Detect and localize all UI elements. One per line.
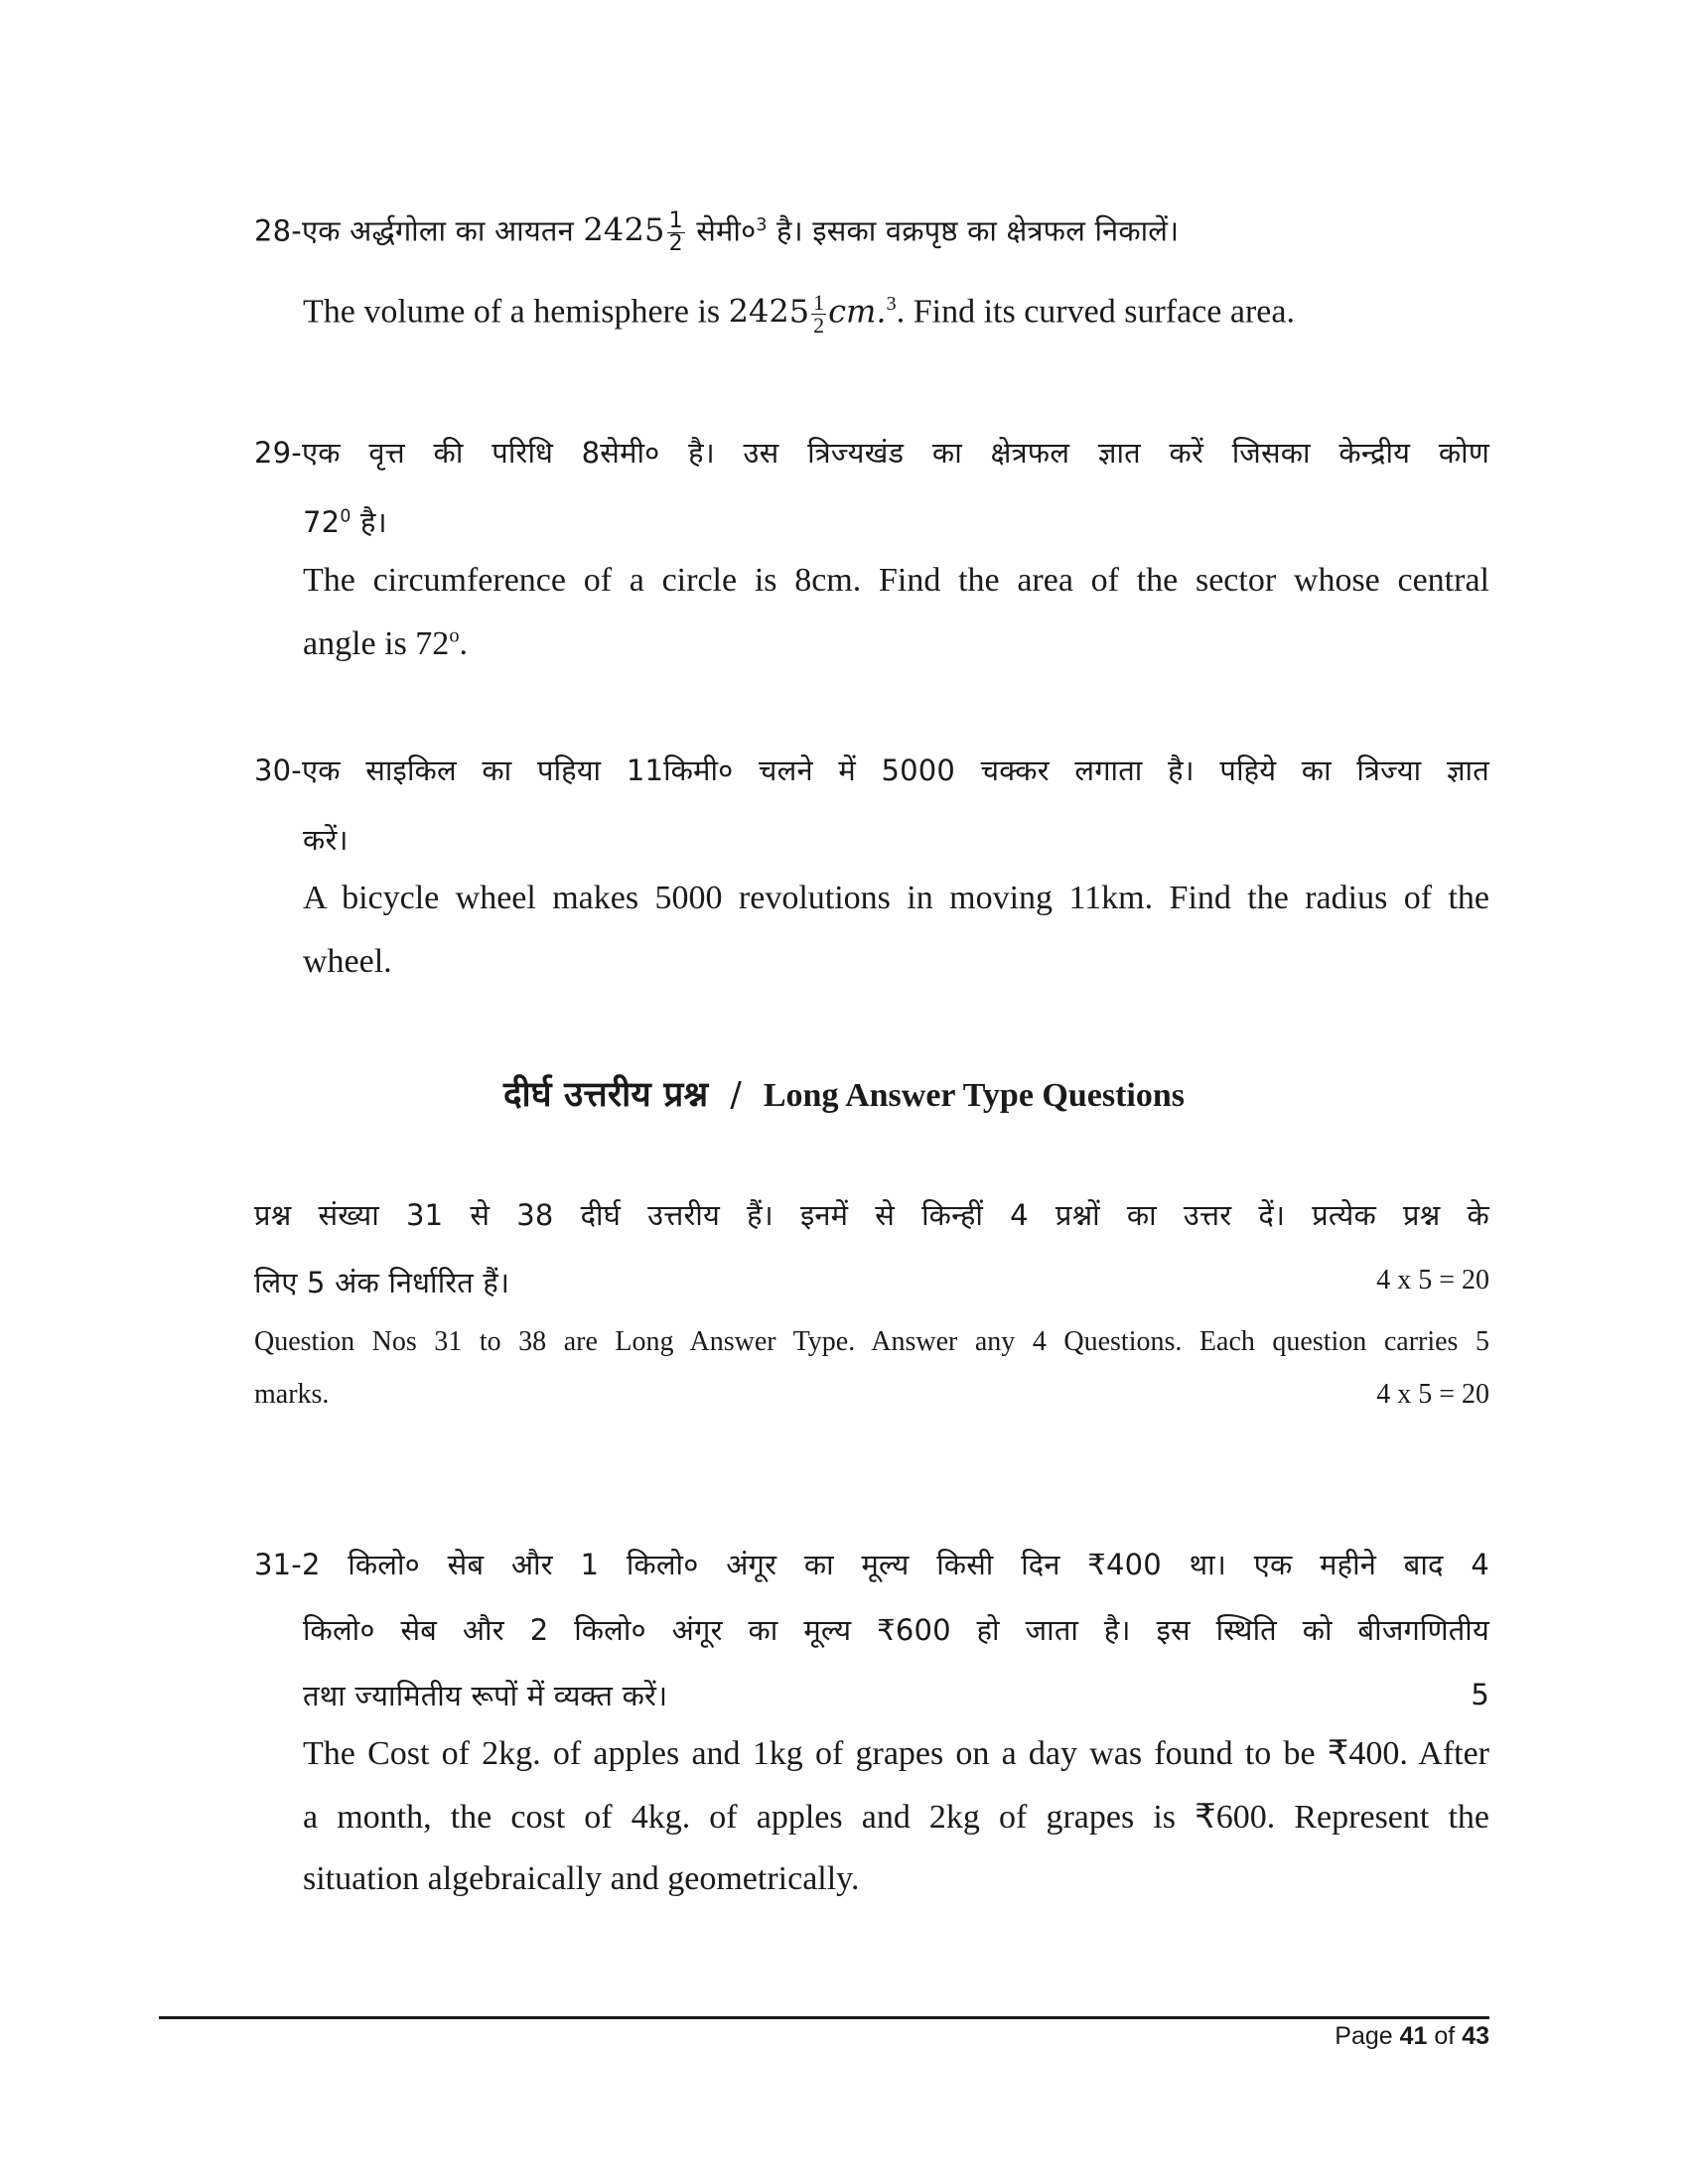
q28-hindi-unit: सेमी० xyxy=(686,213,757,248)
q31-english-line-3: situation algebraically and geometrically. xyxy=(303,1860,860,1897)
q29-hindi-angle: 72 xyxy=(303,505,341,539)
page-total: 43 xyxy=(1462,2022,1489,2050)
section-heading xyxy=(0,1070,1688,1117)
page-word: Page xyxy=(1335,2022,1393,2050)
instructions-hindi-line-2-row xyxy=(254,1263,1489,1301)
q28-english-unit: cm. xyxy=(828,292,887,331)
q29-english-line-2 xyxy=(303,625,468,663)
instructions-hindi-marks: 4 x 5 = 20 xyxy=(1376,1265,1489,1296)
q31-hindi-line-2: किलो० सेब और 2 किलो० अंगूर का मूल्य ₹600 हो जाता है। इस स्थिति को बीजगणितीय xyxy=(303,1613,1489,1647)
q29-english-line-1: The circumference of a circle is 8cm. Find the area of the sector whose central xyxy=(303,562,1489,599)
instructions-english-line-2-row xyxy=(254,1379,1489,1411)
section-heading-separator: / xyxy=(730,1075,742,1115)
q28-hindi-frac-den: 2 xyxy=(668,231,683,256)
q28-english-frac-den: 2 xyxy=(813,313,825,338)
q30-hindi-line-2: करें। xyxy=(303,823,349,857)
q30-english-line-1: A bicycle wheel makes 5000 revolutions in moving 11km. Find the radius of the xyxy=(303,880,1489,916)
section-heading-english: Long Answer Type Questions xyxy=(763,1077,1186,1114)
q31-marks: 5 xyxy=(1471,1678,1489,1711)
q29-hindi-line-2 xyxy=(303,502,387,541)
q31-hindi-line-3: तथा ज्यामितीय रूपों में व्यक्त करें। xyxy=(303,1679,668,1712)
q28-english-frac-num: 1 xyxy=(813,290,825,315)
q29-hindi-line-1: 29-एक वृत्त की परिधि 8सेमी० है। उस त्रिज्यखंड का क्षेत्रफल ज्ञात करें जिसका केन्द्रीय कोण xyxy=(254,436,1489,470)
q31-english-line-1: The Cost of 2kg. of apples and 1kg of grapes on a day was found to be ₹400. After xyxy=(303,1735,1489,1772)
q31-hindi-line-1: 31-2 किलो० सेब और 1 किलो० अंगूर का मूल्य किसी दिन ₹400 था। एक महीने बाद 4 xyxy=(254,1548,1489,1581)
q29-hindi-angle-sup: 0 xyxy=(340,506,352,527)
q30-hindi-line-1: 30-एक साइकिल का पहिया 11किमी० चलने में 5000 चक्कर लगाता है। पहिये का त्रिज्या ज्ञात xyxy=(254,753,1489,787)
page-number xyxy=(1335,2022,1489,2051)
q28-english-fraction xyxy=(811,292,826,337)
q28-hindi-fraction xyxy=(667,210,685,255)
instructions-english-marks: 4 x 5 = 20 xyxy=(1376,1379,1489,1410)
q29-hindi-suffix: है। xyxy=(351,505,387,539)
q29-english-degree: o xyxy=(449,624,460,647)
q31-english-line-2: a month, the cost of 4kg. of apples and 2kg of grapes is ₹600. Represent the xyxy=(303,1799,1489,1836)
q28-hindi-unit-sup: 3 xyxy=(756,214,768,235)
q28-english xyxy=(303,292,1295,337)
q28-hindi-suffix: है। इसका वक्रपृष्ठ का क्षेत्रफल निकालें। xyxy=(767,213,1180,248)
q28-english-prefix: The volume of a hemisphere is xyxy=(303,293,729,331)
q28-hindi-prefix: 28-एक अर्द्धगोला का आयतन xyxy=(254,213,584,248)
q31-hindi-line-3-row xyxy=(303,1676,1489,1714)
page-of-word: of xyxy=(1434,2022,1456,2050)
q28-hindi xyxy=(254,210,1179,255)
instructions-english-line-1: Question Nos 31 to 38 are Long Answer Type. Answer any 4 Questions. Each question carries 5 xyxy=(254,1326,1489,1357)
instructions-hindi-line-2: लिए 5 अंक निर्धारित हैं। xyxy=(254,1266,510,1299)
q29-english-suffix: . xyxy=(459,625,469,662)
q28-hindi-frac-num: 1 xyxy=(668,208,683,233)
instructions-english-line-2: marks. xyxy=(254,1379,330,1410)
q30-english-line-2: wheel. xyxy=(303,943,392,980)
page-current: 41 xyxy=(1399,2022,1428,2050)
q28-hindi-whole: 2425 xyxy=(583,210,665,249)
footer-divider xyxy=(159,2016,1489,2019)
q28-english-whole: 2425 xyxy=(728,292,810,331)
instructions-hindi-line-1: प्रश्न संख्या 31 से 38 दीर्घ उत्तरीय हैं। इनमें से किन्हीं 4 प्रश्नों का उत्तर दें। प्रत्येक प्रश्न के xyxy=(254,1198,1489,1232)
q28-english-suffix: . Find its curved surface area. xyxy=(896,293,1295,331)
section-heading-hindi: दीर्घ उत्तरीय प्रश्न xyxy=(502,1075,709,1115)
q29-english-prefix: angle is 72 xyxy=(303,625,450,662)
q28-english-unit-sup: 3 xyxy=(886,292,897,315)
